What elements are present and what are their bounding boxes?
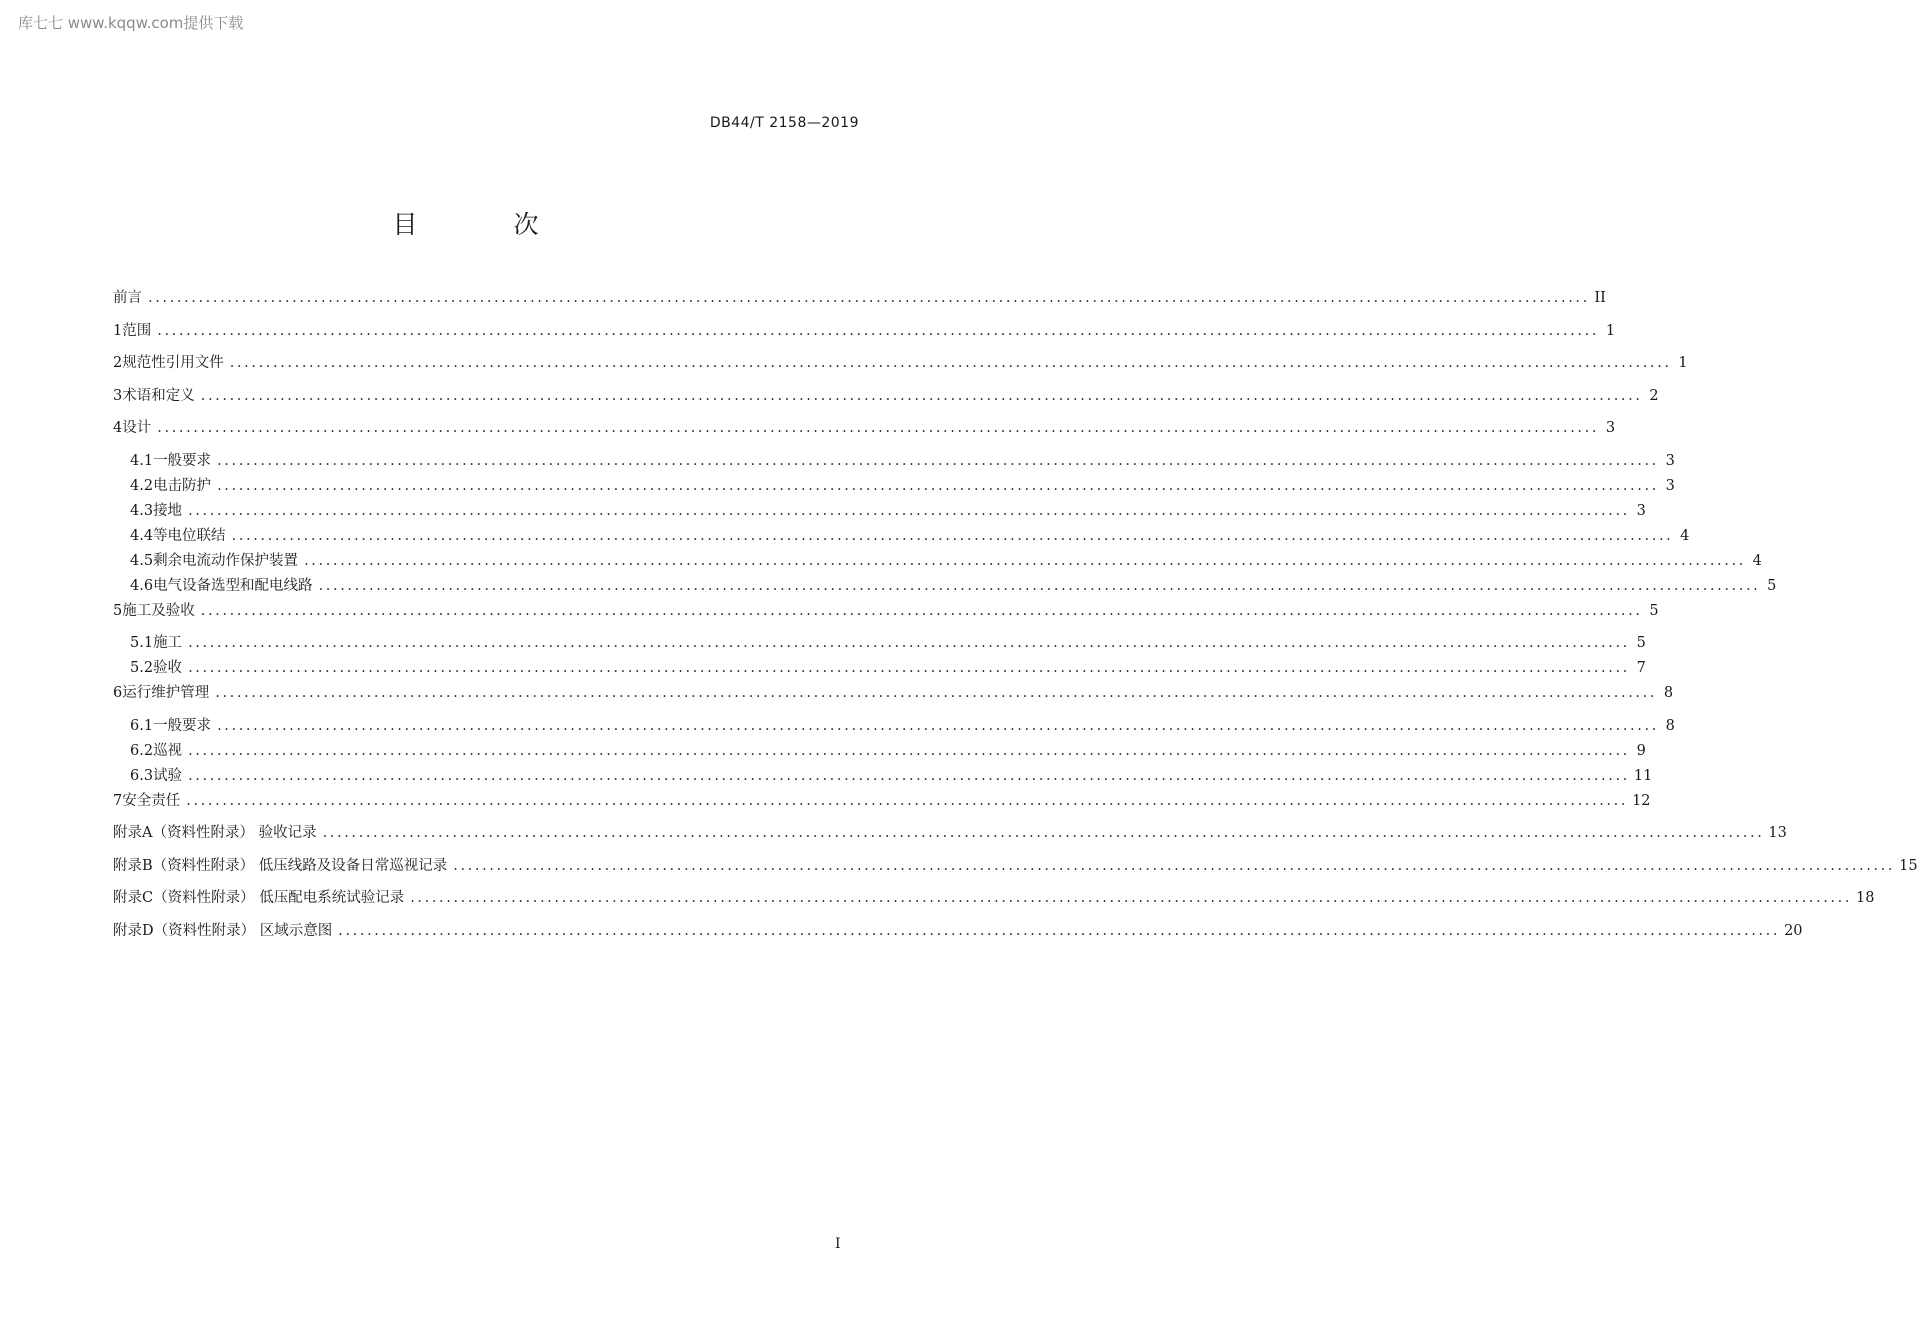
toc-entry-page: 8 xyxy=(1665,717,1675,734)
toc-leader-dots: ........................................................................................................................................................................................................ xyxy=(188,767,1630,784)
toc-leader-dots: ........................................................................................................................................................................................................ xyxy=(217,717,1659,734)
toc-entry-label: 接地 xyxy=(153,502,183,519)
toc-entry-label: 等电位联结 xyxy=(153,527,226,544)
toc-leader-dots: ........................................................................................................................................................................................................ xyxy=(157,420,1600,436)
toc-entry[interactable] xyxy=(113,739,1646,764)
toc-entry-label: 附录D（资料性附录） 区域示意图 xyxy=(113,922,333,939)
toc-leader-dots: ........................................................................................................................................................................................................ xyxy=(188,660,1630,676)
toc-entry[interactable] xyxy=(113,524,1690,549)
toc-entry-label: 一般要求 xyxy=(153,717,212,734)
toc-leader-dots: ........................................................................................................................................................................................................ xyxy=(188,502,1630,519)
toc-entry-page: 13 xyxy=(1768,825,1787,841)
toc-entry-page: 7 xyxy=(1636,660,1646,676)
toc-entry-page: 11 xyxy=(1633,767,1653,784)
toc-entry-number: 5.2 xyxy=(130,660,154,676)
toc-entry-page: 15 xyxy=(1899,857,1918,874)
toc-entry-page: 4 xyxy=(1680,527,1690,544)
toc-entry[interactable] xyxy=(113,599,1659,632)
toc-entry-number: 6.1 xyxy=(130,717,154,734)
toc-entry-page: 9 xyxy=(1636,742,1646,759)
toc-entry-label: 剩余电流动作保护装置 xyxy=(153,552,299,569)
toc-entry-label: 试验 xyxy=(153,767,183,784)
toc-entry-number: 4.6 xyxy=(130,577,154,594)
toc-entry-number: 2 xyxy=(113,355,123,371)
toc-entry-number: 6 xyxy=(113,685,123,701)
toc-entry[interactable] xyxy=(113,764,1653,789)
toc-leader-dots: ........................................................................................................................................................................................................ xyxy=(231,527,1674,544)
toc-entry-label: 范围 xyxy=(122,322,152,339)
document-code: DB44/T 2158—2019 xyxy=(709,115,859,131)
toc-entry-label: 术语和定义 xyxy=(122,387,195,404)
toc-leader-dots: ........................................................................................................................................................................................................ xyxy=(188,635,1630,651)
toc-entry[interactable] xyxy=(113,416,1616,449)
toc-entry-page: 3 xyxy=(1665,452,1675,469)
watermark-text: 库七七 www.kqqw.com提供下载 xyxy=(18,14,244,32)
toc-entry-label: 设计 xyxy=(122,420,152,436)
toc-entry-number: 1 xyxy=(113,322,123,339)
toc-entry-label: 一般要求 xyxy=(153,452,212,469)
toc-leader-dots: ........................................................................................................................................................................................................ xyxy=(148,290,1590,306)
toc-entry-page: 5 xyxy=(1767,577,1777,594)
toc-entry-page: 20 xyxy=(1784,922,1803,939)
toc-leader-dots: ........................................................................................................................................................................................................ xyxy=(217,477,1659,494)
toc-entry-number: 4.2 xyxy=(130,477,154,494)
toc-entry[interactable] xyxy=(113,714,1675,739)
toc-entry-page: 12 xyxy=(1632,792,1651,809)
toc-entry[interactable] xyxy=(113,499,1646,524)
toc-entry[interactable] xyxy=(113,919,1803,952)
toc-entry-number: 5 xyxy=(113,602,123,619)
toc-entry-label: 规范性引用文件 xyxy=(122,355,224,371)
toc-entry-page: 5 xyxy=(1636,635,1646,651)
toc-entry-page: 18 xyxy=(1856,890,1875,906)
toc-leader-dots: ........................................................................................................................................................................................................ xyxy=(186,792,1629,809)
toc-entry-label: 验收 xyxy=(153,660,183,676)
toc-entry-page: 3 xyxy=(1636,502,1646,519)
table-of-contents xyxy=(113,286,1918,951)
toc-leader-dots: ........................................................................................................................................................................................................ xyxy=(215,685,1658,701)
toc-entry[interactable] xyxy=(113,821,1787,854)
toc-entry-number: 4.1 xyxy=(130,452,154,469)
toc-entry-number: 4.3 xyxy=(130,502,154,519)
toc-leader-dots: ........................................................................................................................................................................................................ xyxy=(200,387,1643,404)
toc-entry-label: 电击防护 xyxy=(153,477,212,494)
toc-leader-dots: ........................................................................................................................................................................................................ xyxy=(304,552,1746,569)
toc-entry-label: 巡视 xyxy=(153,742,183,759)
toc-leader-dots: ........................................................................................................................................................................................................ xyxy=(188,742,1630,759)
toc-entry-number: 4 xyxy=(113,420,123,436)
toc-entry-label: 附录A（资料性附录） 验收记录 xyxy=(113,825,317,841)
page-title: 目 次 xyxy=(392,210,583,239)
toc-entry-number: 3 xyxy=(113,387,123,404)
toc-entry-page: 8 xyxy=(1663,685,1674,701)
toc-entry-page: 5 xyxy=(1649,602,1659,619)
toc-entry[interactable] xyxy=(113,286,1606,319)
toc-entry-label: 安全责任 xyxy=(122,792,181,809)
toc-leader-dots: ........................................................................................................................................................................................................ xyxy=(200,602,1643,619)
page-number: I xyxy=(835,1236,841,1252)
toc-entry-number: 7 xyxy=(113,792,123,809)
toc-entry[interactable] xyxy=(113,574,1777,599)
toc-leader-dots: ........................................................................................................................................................................................................ xyxy=(157,322,1600,339)
toc-entry-label: 施工及验收 xyxy=(122,602,195,619)
toc-entry[interactable] xyxy=(113,631,1646,656)
toc-entry-page: 4 xyxy=(1752,552,1762,569)
toc-leader-dots: ........................................................................................................................................................................................................ xyxy=(322,825,1765,841)
toc-entry[interactable] xyxy=(113,681,1674,714)
toc-entry-page: 3 xyxy=(1665,477,1675,494)
toc-entry-page: II xyxy=(1594,290,1606,306)
toc-entry-number: 6.3 xyxy=(130,767,154,784)
toc-entry-label: 运行维护管理 xyxy=(122,685,210,701)
toc-entry[interactable] xyxy=(113,656,1646,681)
toc-entry[interactable] xyxy=(113,854,1918,887)
toc-leader-dots: ........................................................................................................................................................................................................ xyxy=(229,355,1672,371)
toc-leader-dots: ........................................................................................................................................................................................................ xyxy=(453,857,1896,874)
toc-entry[interactable] xyxy=(113,789,1651,822)
toc-entry-number: 4.4 xyxy=(130,527,154,544)
toc-entry[interactable] xyxy=(113,351,1688,384)
toc-entry[interactable] xyxy=(113,549,1762,574)
toc-entry-page: 3 xyxy=(1605,420,1616,436)
toc-leader-dots: ........................................................................................................................................................................................................ xyxy=(338,922,1781,939)
toc-entry-label: 电气设备选型和配电线路 xyxy=(153,577,313,594)
toc-entry-label: 前言 xyxy=(113,290,142,306)
toc-entry-page: 1 xyxy=(1678,355,1688,371)
toc-leader-dots: ........................................................................................................................................................................................................ xyxy=(410,890,1853,906)
toc-entry[interactable] xyxy=(113,474,1675,499)
toc-leader-dots: ........................................................................................................................................................................................................ xyxy=(318,577,1761,594)
toc-entry[interactable] xyxy=(113,886,1875,919)
toc-entry[interactable] xyxy=(113,384,1659,417)
toc-entry-label: 施工 xyxy=(153,635,183,651)
toc-entry-number: 5.1 xyxy=(130,635,154,651)
toc-entry-number: 6.2 xyxy=(130,742,154,759)
toc-entry-label: 附录B（资料性附录） 低压线路及设备日常巡视记录 xyxy=(113,857,448,874)
toc-entry[interactable] xyxy=(113,319,1616,352)
toc-entry-number: 4.5 xyxy=(130,552,154,569)
toc-entry-page: 2 xyxy=(1649,387,1659,404)
toc-entry-page: 1 xyxy=(1605,322,1616,339)
toc-entry[interactable] xyxy=(113,449,1675,474)
toc-entry-label: 附录C（资料性附录） 低压配电系统试验记录 xyxy=(113,890,405,906)
toc-leader-dots: ........................................................................................................................................................................................................ xyxy=(217,452,1659,469)
